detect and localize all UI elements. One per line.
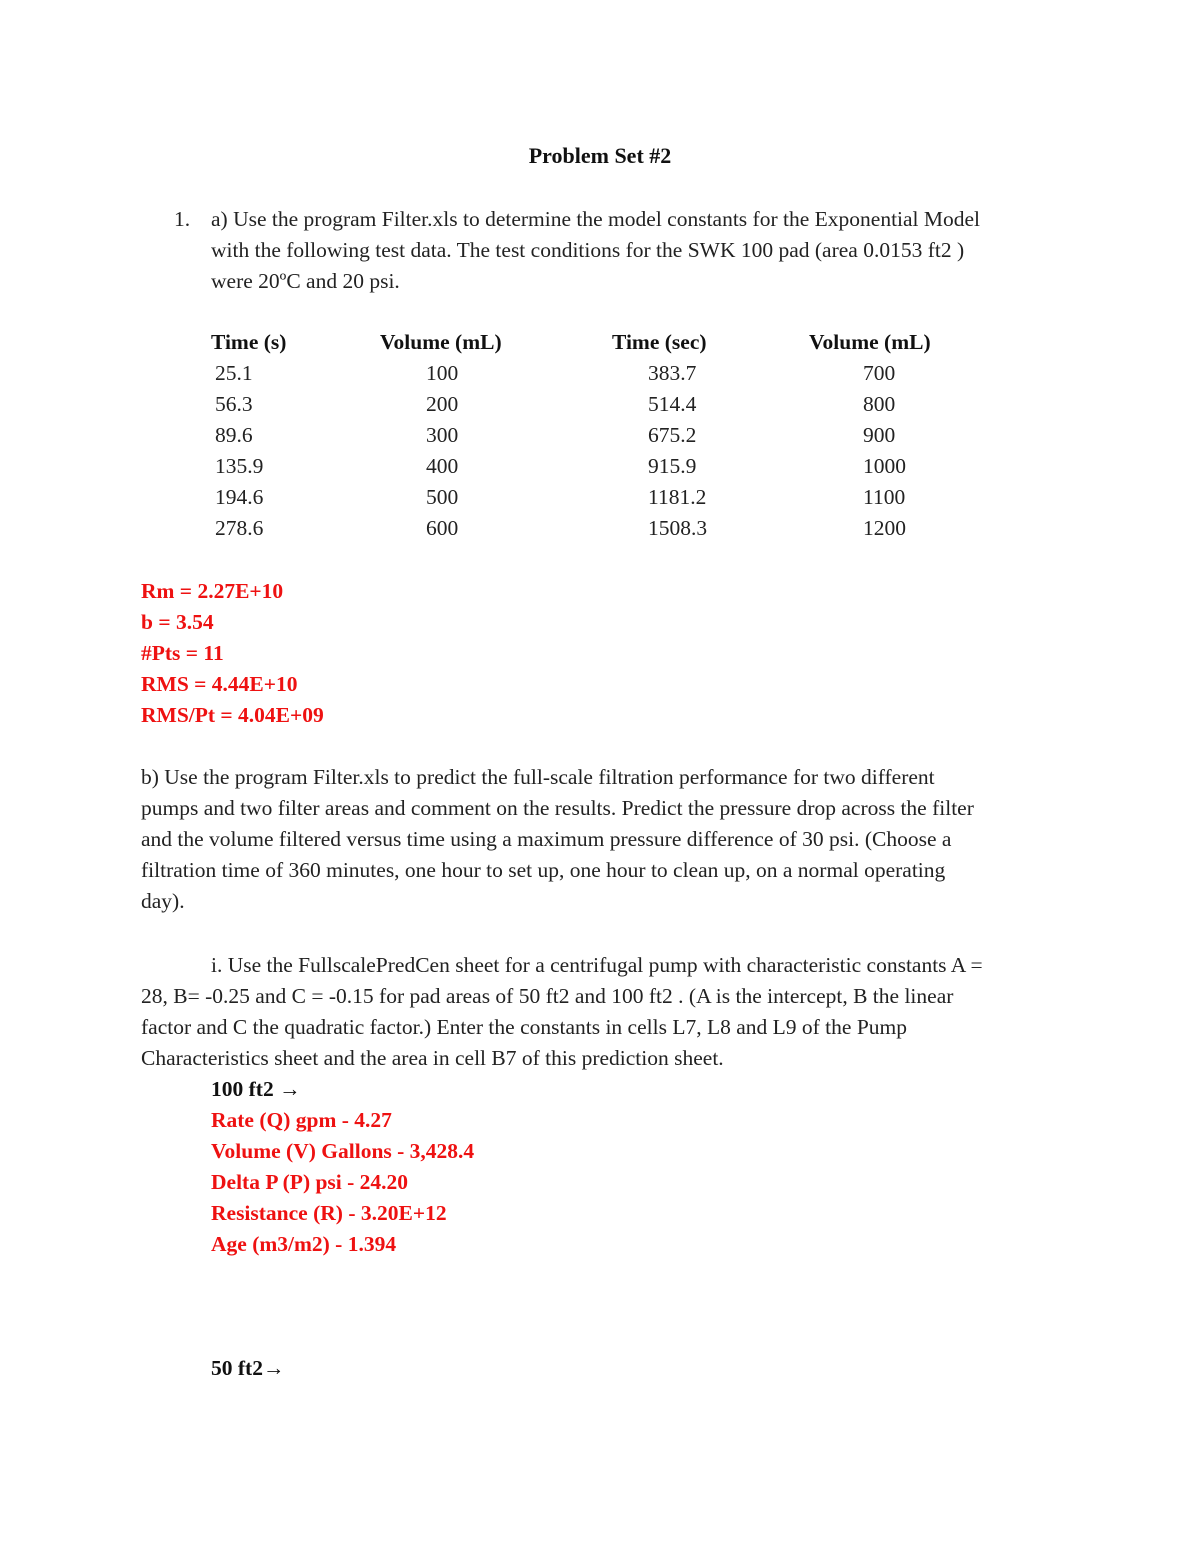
- table-cell: 900: [863, 423, 896, 447]
- table-cell: 800: [863, 392, 896, 416]
- part-a-results: [141, 576, 324, 731]
- table-header-row: [211, 327, 1023, 358]
- table-cell: 700: [863, 361, 896, 385]
- table-cell: 383.7: [648, 361, 697, 385]
- result-line: Volume (V) Gallons - 3,428.4: [211, 1139, 475, 1163]
- text-line: pumps and two filter areas and comment on the results. Predict the pressure drop across the filter: [141, 796, 974, 820]
- result-line: Resistance (R) - 3.20E+12: [211, 1201, 447, 1225]
- table-cell: 194.6: [215, 485, 264, 509]
- table-cell: 600: [426, 516, 459, 540]
- result-line: #Pts = 11: [141, 641, 224, 665]
- page-title: Problem Set #2: [528, 143, 672, 168]
- table-cell: 400: [426, 454, 459, 478]
- result-line: Rm = 2.27E+10: [141, 579, 284, 603]
- text-line: were 20ºC and 20 psi.: [211, 269, 400, 293]
- text-line: and the volume filtered versus time using a maximum pressure difference of 30 psi. (Choose a: [141, 827, 952, 851]
- table-row: [211, 358, 1023, 389]
- question-number: 1.: [174, 207, 191, 231]
- table-cell: 1508.3: [648, 516, 708, 540]
- question-1a-text: [211, 204, 1071, 297]
- table-cell: 25.1: [215, 361, 253, 385]
- column-header: Volume (mL): [380, 330, 502, 354]
- table-cell: 500: [426, 485, 459, 509]
- text-line: filtration time of 360 minutes, one hour to set up, one hour to clean up, on a normal operating: [141, 858, 946, 882]
- result-line: Rate (Q) gpm - 4.27: [211, 1108, 392, 1132]
- part-i-text: [141, 950, 1071, 1074]
- table-cell: 56.3: [215, 392, 253, 416]
- text-line: a) Use the program Filter.xls to determine the model constants for the Exponential Model: [211, 207, 981, 231]
- test-data-table: [211, 327, 1023, 544]
- result-line: Age (m3/m2) - 1.394: [211, 1232, 397, 1256]
- text-line: factor and C the quadratic factor.) Enter the constants in cells L7, L8 and L9 of the Pump: [141, 1015, 908, 1039]
- table-cell: 200: [426, 392, 459, 416]
- column-header: Time (s): [211, 330, 287, 354]
- table-cell: 278.6: [215, 516, 264, 540]
- text-line: Characteristics sheet and the area in cell B7 of this prediction sheet.: [141, 1046, 724, 1070]
- table-cell: 1100: [863, 485, 906, 509]
- result-line: Delta P (P) psi - 24.20: [211, 1170, 409, 1194]
- table-cell: 514.4: [648, 392, 697, 416]
- results-50ft2: [211, 1353, 284, 1384]
- text-line: b) Use the program Filter.xls to predict the full-scale filtration performance for two different: [141, 765, 935, 789]
- text-line: day).: [141, 889, 185, 913]
- table-row: [211, 482, 1023, 513]
- text-line: i. Use the FullscalePredCen sheet for a centrifugal pump with characteristic constants A =: [211, 953, 983, 977]
- table-cell: 675.2: [648, 423, 697, 447]
- table-row: [211, 389, 1023, 420]
- text-line: 28, B= -0.25 and C = -0.15 for pad areas of 50 ft2 and 100 ft2 . (A is the intercept, B the linear: [141, 984, 954, 1008]
- table-cell: 89.6: [215, 423, 253, 447]
- result-line: RMS = 4.44E+10: [141, 672, 298, 696]
- table-cell: 1181.2: [648, 485, 707, 509]
- table-cell: 1200: [863, 516, 906, 540]
- table-cell: 100: [426, 361, 459, 385]
- text-line: with the following test data. The test conditions for the SWK 100 pad (area 0.0153 ft2 ): [211, 238, 965, 262]
- table-row: [211, 420, 1023, 451]
- part-b-text: [141, 762, 1061, 917]
- table-cell: 915.9: [648, 454, 697, 478]
- column-header: Volume (mL): [809, 330, 931, 354]
- results-heading: 100 ft2 →: [211, 1077, 301, 1101]
- results-100ft2: [211, 1074, 474, 1260]
- table-row: [211, 513, 1023, 544]
- result-line: b = 3.54: [141, 610, 214, 634]
- table-cell: 135.9: [215, 454, 264, 478]
- table-row: [211, 451, 1023, 482]
- results-heading: 50 ft2→: [211, 1356, 285, 1380]
- table-cell: 300: [426, 423, 459, 447]
- table-cell: 1000: [863, 454, 906, 478]
- column-header: Time (sec): [612, 330, 707, 354]
- result-line: RMS/Pt = 4.04E+09: [141, 703, 324, 727]
